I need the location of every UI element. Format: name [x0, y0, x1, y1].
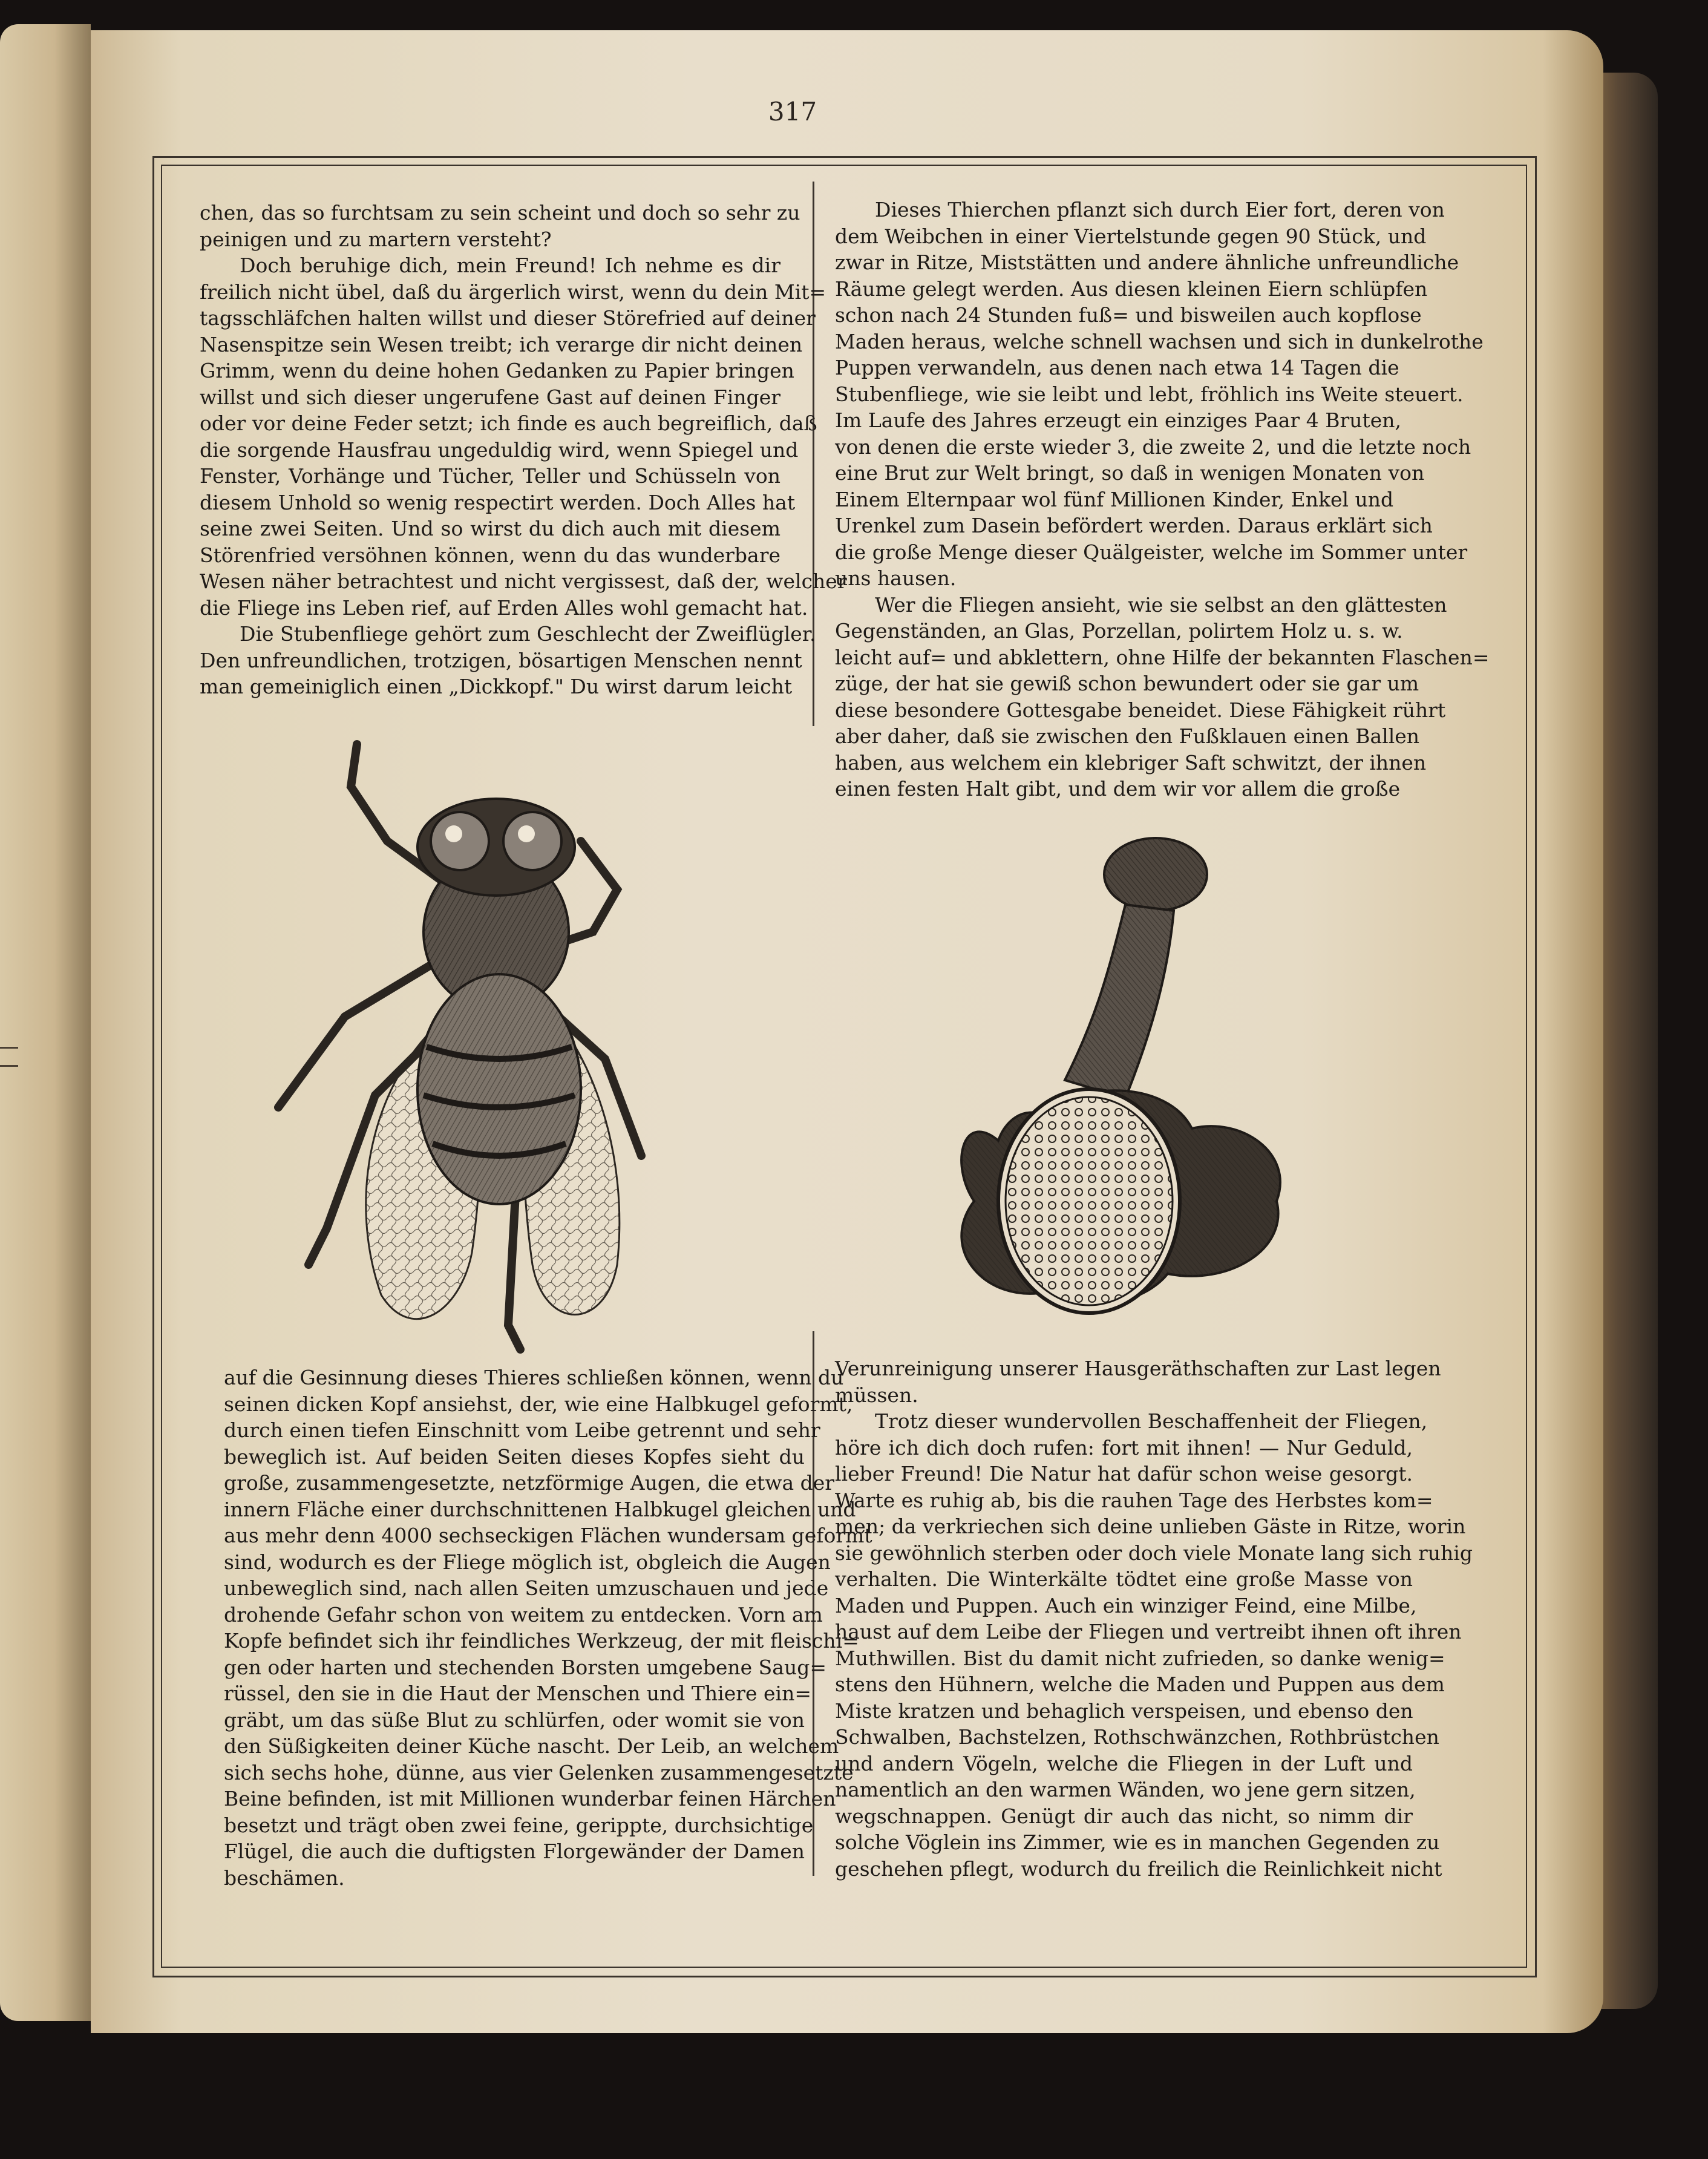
text-line: Kopfe befindet sich ihr feindliches Werkzeug, der mit fleischi=: [224, 1629, 859, 1653]
text-line: Den unfreundlichen, trotzigen, bösartigen Menschen nennt: [200, 648, 802, 672]
text-line: Puppen verwandeln, aus denen nach etwa 14 Tagen die: [835, 356, 1399, 379]
text-line: Maden und Puppen. Auch ein winziger Feind, eine Milbe,: [835, 1593, 1417, 1617]
left-page-rule: [0, 1065, 18, 1067]
text-line: Im Laufe des Jahres erzeugt ein einziges Paar 4 Bruten,: [835, 408, 1402, 432]
text-column-right-top: [835, 197, 1490, 802]
text-line: man gemeiniglich einen „Dickkopf." Du wirst darum leicht: [200, 675, 793, 698]
text-line: uns hausen.: [835, 566, 957, 590]
text-line: Verunreinigung unserer Hausgeräthschaften zur Last legen: [835, 1357, 1441, 1380]
text-line: und andern Vögeln, welche die Fliegen in der Luft und: [835, 1751, 1413, 1775]
text-line: leicht auf= und abklettern, ohne Hilfe der bekannten Flaschen=: [835, 645, 1490, 669]
text-line: besetzt und trägt oben zwei feine, gerippte, durchsichtige: [224, 1813, 814, 1837]
text-line: höre ich dich doch rufen: fort mit ihnen! — Nur Geduld,: [835, 1435, 1413, 1460]
text-line: sind, wodurch es der Fliege möglich ist, obgleich die Augen: [224, 1550, 831, 1574]
text-line: diese besondere Gottesgabe beneidet. Diese Fähigkeit rührt: [835, 698, 1446, 722]
text-line: wegschnappen. Genügt dir auch das nicht, so nimm dir: [835, 1804, 1413, 1828]
text-line: stens den Hühnern, welche die Maden und Puppen aus dem: [835, 1672, 1445, 1696]
text-line: rüssel, den sie in die Haut der Menschen und Thiere ein=: [224, 1682, 812, 1705]
text-line: sie gewöhnlich sterben oder doch viele Monate lang sich ruhig: [835, 1541, 1473, 1565]
text-line: peinigen und zu martern versteht?: [200, 227, 552, 251]
text-line: den Süßigkeiten deiner Küche nascht. Der Leib, an welchem: [224, 1734, 839, 1758]
text-line: Wer die Fliegen ansieht, wie sie selbst an den glättesten: [835, 592, 1447, 617]
text-line: Die Stubenfliege gehört zum Geschlecht der Zweiflügler.: [200, 622, 816, 646]
text-line: müssen.: [835, 1383, 918, 1407]
text-line: Einem Elternpaar wol fünf Millionen Kinder, Enkel und: [835, 487, 1394, 511]
text-line: innern Fläche einer durchschnittenen Halbkugel gleichen und: [224, 1497, 856, 1521]
text-line: Miste kratzen und behaglich verspeisen, und ebenso den: [835, 1699, 1413, 1723]
text-column-left-top: [200, 200, 847, 700]
text-line: beschämen.: [224, 1866, 345, 1890]
text-line: Doch beruhige dich, mein Freund! Ich nehme es dir: [200, 254, 780, 277]
text-line: schon nach 24 Stunden fuß= und bisweilen auch kopflose: [835, 303, 1422, 327]
text-line: geschehen pflegt, wodurch du freilich die Reinlichkeit nicht: [835, 1856, 1442, 1881]
text-line: Schwalben, Bachstelzen, Rothschwänzchen, Rothbrüstchen: [835, 1725, 1439, 1749]
text-line: gen oder harten und stechenden Borsten umgebene Saug=: [224, 1655, 826, 1679]
text-line: unbeweglich sind, nach allen Seiten umzuschauen und jede: [224, 1576, 829, 1600]
text-line: die große Menge dieser Quälgeister, welche im Sommer unter: [835, 540, 1468, 564]
text-line: Nasenspitze sein Wesen treibt; ich verarge dir nicht deinen: [200, 332, 803, 356]
text-line: lieber Freund! Die Natur hat dafür schon weise gesorgt.: [835, 1462, 1413, 1486]
text-line: solche Vöglein ins Zimmer, wie es in manchen Gegenden zu: [835, 1830, 1440, 1854]
text-line: Flügel, die auch die duftigsten Florgewänder der Damen: [224, 1840, 805, 1863]
text-line: beweglich ist. Auf beiden Seiten dieses Kopfes sieht du: [224, 1444, 805, 1469]
housefly-engraving: [254, 732, 774, 1355]
text-line: seinen dicken Kopf ansiehst, der, wie eine Halbkugel geformt,: [224, 1392, 853, 1416]
page-number: 317: [768, 97, 817, 126]
text-line: dem Weibchen in einer Viertelstunde gegen 90 Stück, und: [835, 224, 1427, 248]
text-line: Dieses Thierchen pflanzt sich durch Eier fort, deren von: [835, 198, 1445, 221]
text-line: haben, aus welchem ein klebriger Saft schwitzt, der ihnen: [835, 750, 1427, 775]
text-line: aber daher, daß sie zwischen den Fußklauen einen Ballen: [835, 724, 1420, 748]
text-line: diesem Unhold so wenig respectirt werden. Doch Alles hat: [200, 490, 796, 514]
text-line: Wesen näher betrachtest und nicht vergissest, daß der, welcher: [200, 569, 847, 593]
text-line: oder vor deine Feder setzt; ich finde es auch begreiflich, daß: [200, 411, 817, 435]
text-line: eine Brut zur Welt bringt, so daß in wenigen Monaten von: [835, 461, 1425, 485]
text-line: Gegenständen, an Glas, Porzellan, polirtem Holz u. s. w.: [835, 619, 1403, 643]
text-line: verhalten. Die Winterkälte tödtet eine große Masse von: [835, 1567, 1413, 1591]
text-line: seine zwei Seiten. Und so wirst du dich auch mit diesem: [200, 517, 780, 540]
text-line: Trotz dieser wundervollen Beschaffenheit der Fliegen,: [835, 1409, 1428, 1433]
text-line: die sorgende Hausfrau ungeduldig wird, wenn Spiegel und: [200, 437, 799, 462]
text-line: Störenfried versöhnen können, wenn du das wunderbare: [200, 543, 780, 567]
text-line: Grimm, wenn du deine hohen Gedanken zu Papier bringen: [200, 359, 794, 382]
text-line: einen festen Halt gibt, und dem wir vor allem die große: [835, 777, 1401, 801]
text-line: Maden heraus, welche schnell wachsen und sich in dunkelrothe: [835, 329, 1484, 353]
text-line: freilich nicht übel, daß du ärgerlich wirst, wenn du dein Mit=: [200, 280, 826, 304]
text-line: durch einen tiefen Einschnitt vom Leibe getrennt und sehr: [224, 1418, 820, 1442]
left-page-rule: [0, 1047, 18, 1049]
text-line: men; da verkriechen sich deine unlieben Gäste in Ritze, worin: [835, 1515, 1466, 1538]
text-line: auf die Gesinnung dieses Thieres schließen können, wenn du: [224, 1366, 844, 1389]
text-line: Beine befinden, ist mit Millionen wunderbar feinen Härchen: [224, 1787, 836, 1810]
text-line: große, zusammengesetzte, netzförmige Augen, die etwa der: [224, 1471, 835, 1495]
text-line: willst und sich dieser ungerufene Gast auf deinen Finger: [200, 385, 780, 409]
text-line: von denen die erste wieder 3, die zweite 2, und die letzte noch: [835, 434, 1471, 459]
text-line: drohende Gefahr schon von weitem zu entdecken. Vorn am: [224, 1602, 823, 1627]
text-line: Fenster, Vorhänge und Tücher, Teller und Schüsseln von: [200, 464, 780, 488]
text-line: Warte es ruhig ab, bis die rauhen Tage des Herbstes kom=: [835, 1488, 1433, 1512]
text-line: sich sechs hohe, dünne, aus vier Gelenken zusammengesetzte: [224, 1760, 854, 1784]
text-line: Urenkel zum Dasein befördert werden. Daraus erklärt sich: [835, 514, 1433, 537]
text-line: namentlich an den warmen Wänden, wo jene gern sitzen,: [835, 1778, 1416, 1801]
text-line: tagsschläfchen halten willst und dieser Störefried auf deiner: [200, 306, 816, 330]
text-line: zwar in Ritze, Miststätten und andere ähnliche unfreundliche: [835, 251, 1459, 274]
fly-foot-engraving: [926, 826, 1301, 1322]
text-line: die Fliege ins Leben rief, auf Erden Alles wohl gemacht hat.: [200, 595, 808, 620]
text-line: Muthwillen. Bist du damit nicht zufrieden, so danke wenig=: [835, 1646, 1445, 1670]
text-line: Räume gelegt werden. Aus diesen kleinen Eiern schlüpfen: [835, 277, 1428, 301]
text-line: aus mehr denn 4000 sechseckigen Flächen wundersam geformt: [224, 1524, 872, 1547]
text-line: chen, das so furchtsam zu sein scheint und doch so sehr zu: [200, 201, 800, 224]
text-line: Stubenfliege, wie sie leibt und lebt, fröhlich ins Weite steuert.: [835, 382, 1464, 406]
text-column-right-bottom: [835, 1355, 1473, 1882]
text-column-left-bottom: [224, 1365, 872, 1891]
text-line: gräbt, um das süße Blut zu schlürfen, oder womit sie von: [224, 1708, 805, 1732]
text-line: haust auf dem Leibe der Fliegen und vertreibt ihnen oft ihren: [835, 1620, 1462, 1643]
text-line: züge, der hat sie gewiß schon bewundert oder sie gar um: [835, 672, 1419, 695]
left-page-edge: [0, 24, 91, 2021]
